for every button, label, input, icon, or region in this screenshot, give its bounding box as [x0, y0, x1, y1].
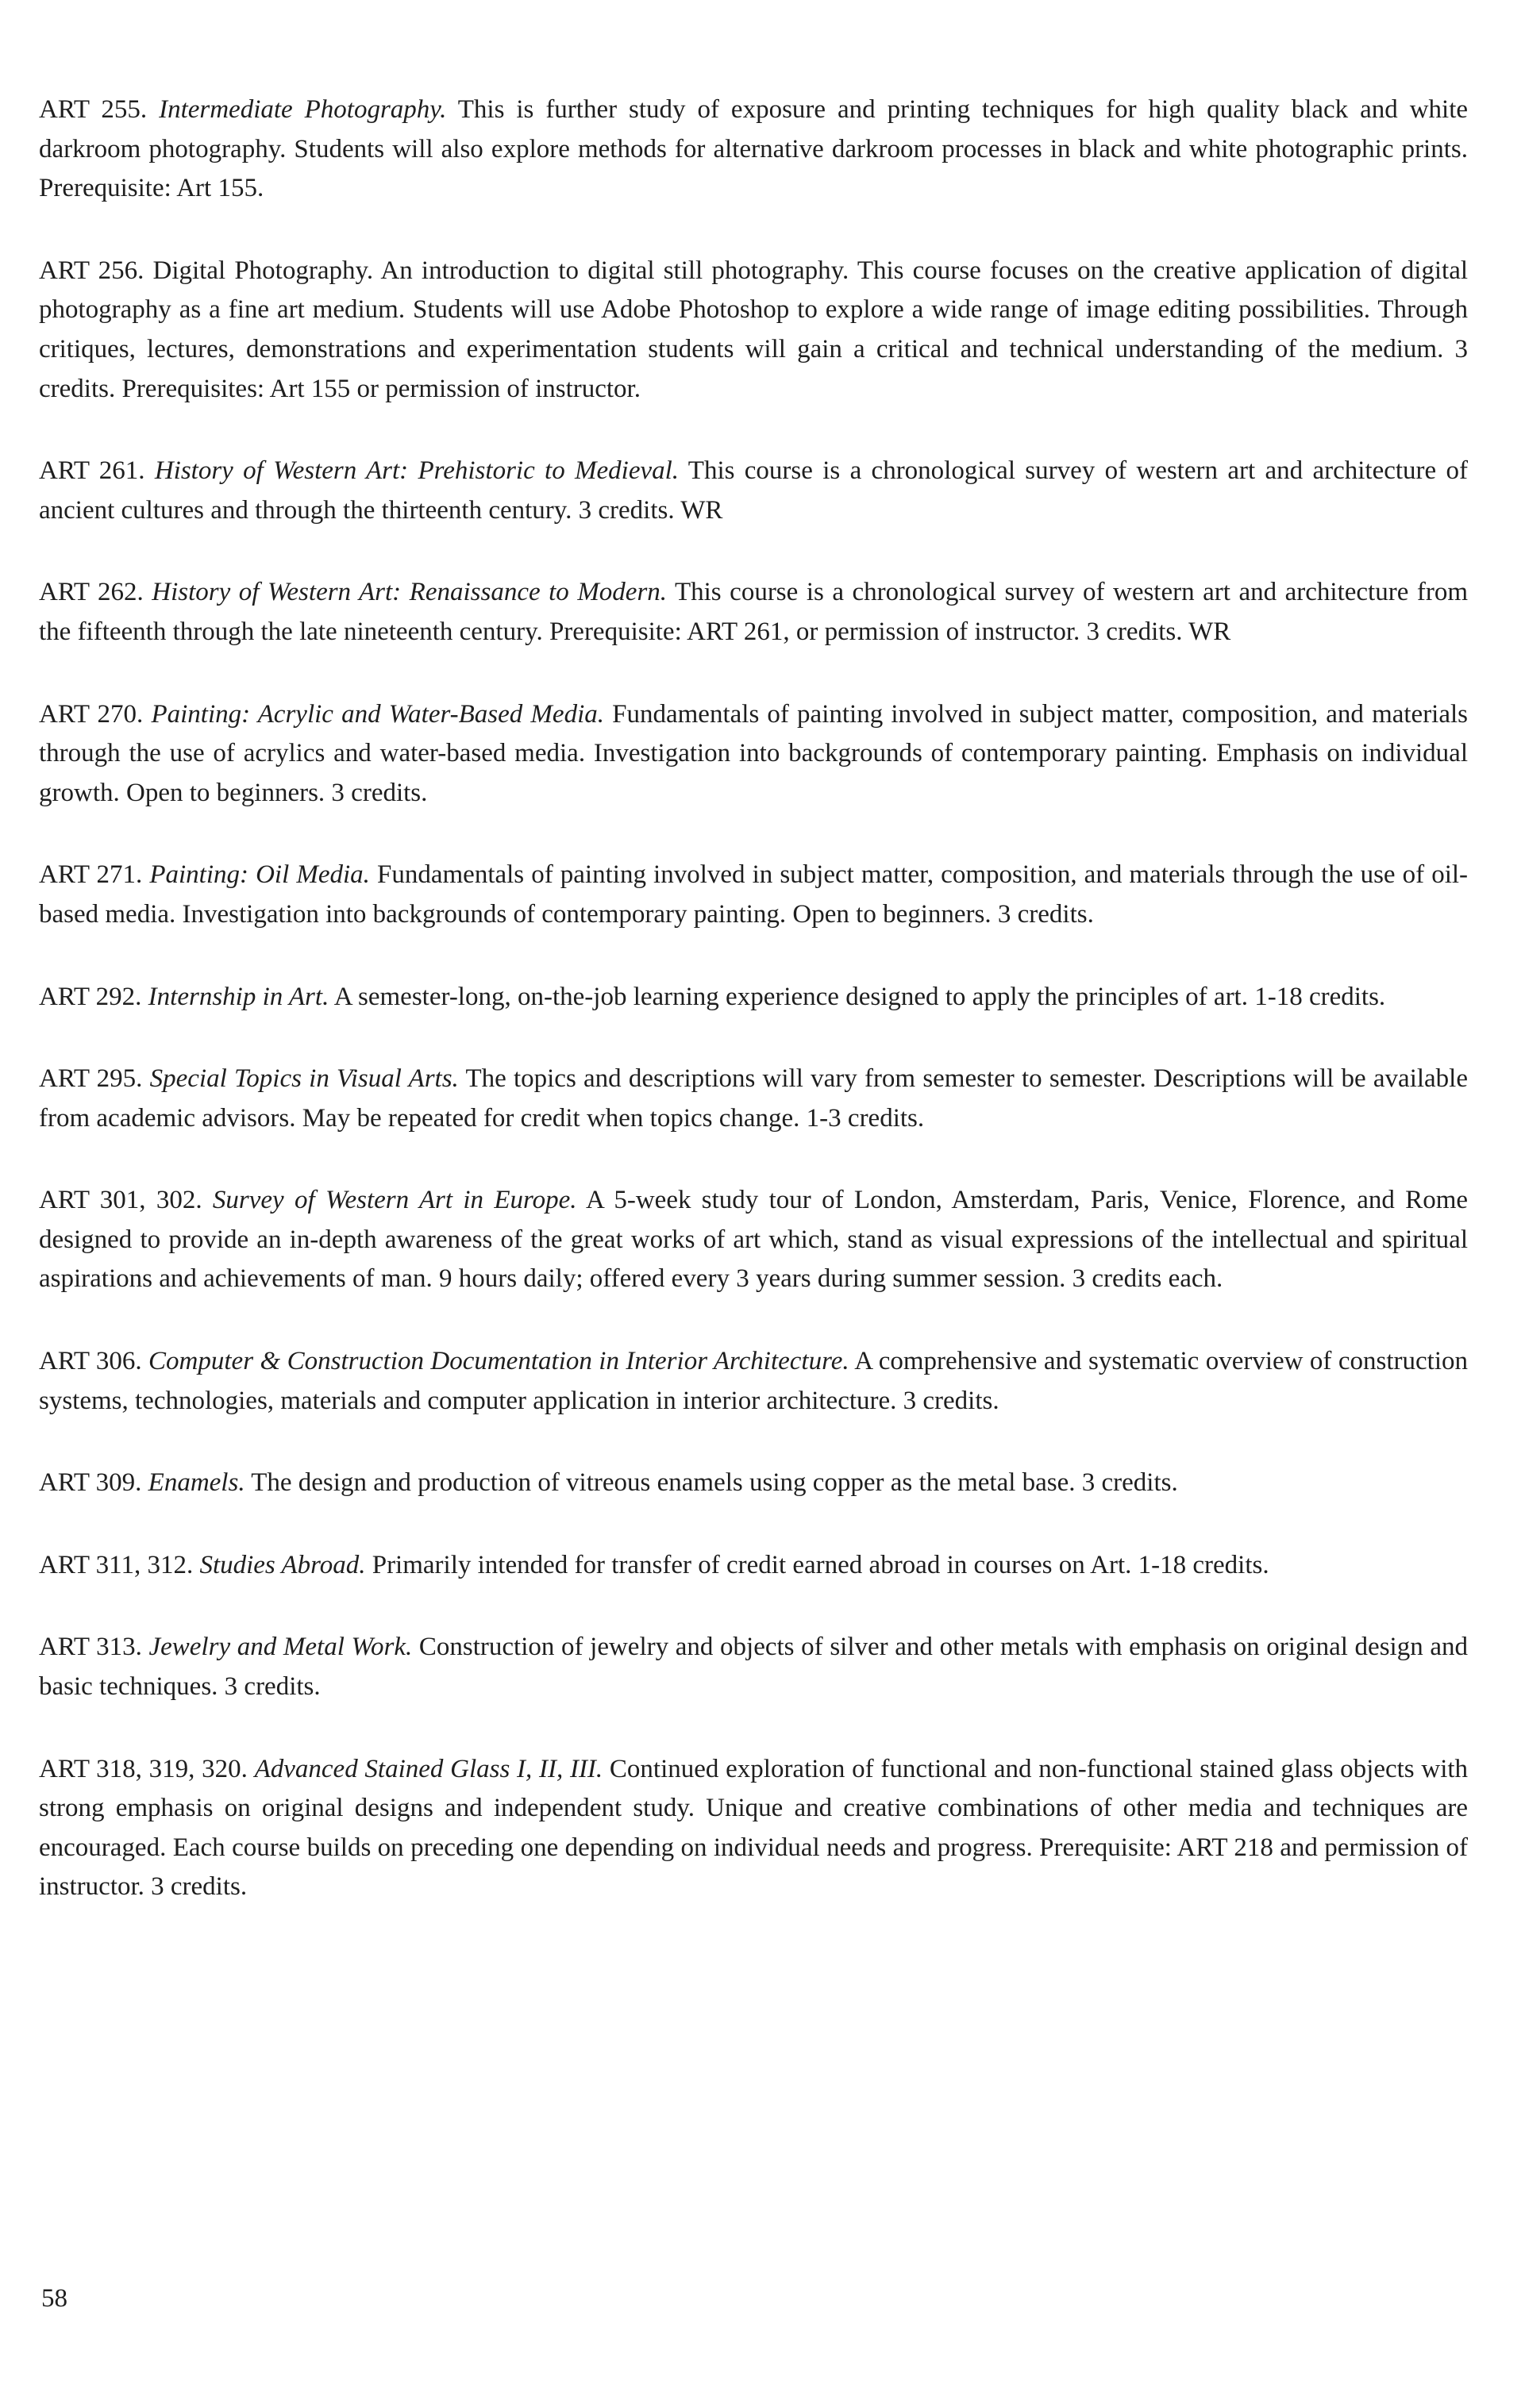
course-title: Special Topics in Visual Arts.	[149, 1064, 459, 1094]
course-entry	[39, 452, 1468, 530]
course-code: ART 256.	[39, 256, 144, 285]
course-code: ART 295.	[39, 1064, 143, 1094]
course-entry	[39, 1546, 1468, 1586]
course-code: ART 309.	[39, 1468, 142, 1498]
course-list	[39, 90, 1468, 1950]
page-number: 58	[41, 2284, 67, 2313]
course-title: Internship in Art.	[148, 982, 329, 1011]
course-entry	[39, 1181, 1468, 1299]
course-title: Jewelry and Metal Work.	[148, 1633, 413, 1662]
course-description: This course is a chronological survey of western art and architecture from the fifteenth through the late nineteenth century. Prerequisite: ART 261, or permission of instructor. 3 credits. WR	[39, 578, 1469, 646]
course-title: Computer & Construction Documentation in Interior Architecture.	[148, 1347, 849, 1376]
course-code: ART 301, 302.	[39, 1186, 202, 1215]
course-title: Painting: Oil Media.	[149, 860, 370, 890]
course-description: This is further study of exposure and printing techniques for high quality black and white darkroom photography. Students will also explore methods for alternative darkroom processes in black and white photographic prints. Prerequisite: Art 155.	[39, 95, 1469, 203]
course-code: ART 306.	[39, 1347, 142, 1376]
course-description: A comprehensive and systematic overview of construction systems, technologies, materials and computer application in interior architecture. 3 credits.	[39, 1347, 1468, 1415]
course-description: Construction of jewelry and objects of silver and other metals with emphasis on original design and basic techniques. 3 credits.	[39, 1633, 1469, 1702]
course-entry	[39, 252, 1468, 409]
course-code: ART 262.	[39, 578, 144, 607]
course-title: Studies Abroad.	[199, 1550, 366, 1579]
course-entry	[39, 1464, 1468, 1503]
course-entry	[39, 695, 1468, 814]
course-code: ART 271.	[39, 860, 143, 890]
course-entry	[39, 1628, 1468, 1706]
course-code: ART 292.	[39, 982, 142, 1011]
course-entry	[39, 856, 1468, 934]
course-code: ART 311, 312.	[39, 1550, 194, 1579]
course-code: ART 261.	[39, 456, 145, 486]
course-description: The design and production of vitreous enamels using copper as the metal base. 3 credits.	[251, 1468, 1178, 1498]
course-entry	[39, 1060, 1468, 1138]
course-title: Painting: Acrylic and Water-Based Media.	[151, 699, 604, 729]
course-description: Fundamentals of painting involved in subject matter, composition, and materials through the use of oil-based media. Investigation into backgrounds of contemporary painting. Open to beginners. 3 credits.	[39, 860, 1469, 929]
course-title: History of Western Art: Prehistoric to Medieval.	[154, 456, 680, 486]
course-description: This course is a chronological survey of western art and architecture of ancient cultures and through the thirteenth century. 3 credits. WR	[39, 456, 1469, 525]
course-description: The topics and descriptions will vary from semester to semester. Descriptions will be available from academic advisors. May be repeated for credit when topics change. 1-3 credits.	[39, 1064, 1468, 1133]
course-title: History of Western Art: Renaissance to Modern.	[152, 578, 668, 607]
course-description: Primarily intended for transfer of credit earned abroad in courses on Art. 1-18 credits.	[372, 1550, 1269, 1579]
course-description: Fundamentals of painting involved in subject matter, composition, and materials through the use of acrylics and water-based media. Investigation into backgrounds of contemporary painting. Emphasis on individual growth. Open to beginners. 3 credits.	[39, 699, 1469, 807]
course-code: ART 270.	[39, 699, 144, 729]
course-entry	[39, 573, 1468, 652]
course-entry	[39, 978, 1468, 1017]
course-code: ART 313.	[39, 1633, 142, 1662]
course-title: Intermediate Photography.	[159, 95, 447, 124]
course-code: ART 318, 319, 320.	[39, 1754, 248, 1783]
course-title: Enamels.	[148, 1468, 245, 1498]
course-entry	[39, 1750, 1468, 1907]
course-description: A semester-long, on-the-job learning experience designed to apply the principles of art. 1-18 credits.	[333, 982, 1386, 1011]
course-title: Advanced Stained Glass I, II, III.	[254, 1754, 603, 1783]
course-code: ART 255.	[39, 95, 148, 124]
course-entry	[39, 90, 1468, 209]
course-title: Survey of Western Art in Europe.	[212, 1186, 577, 1215]
course-description: Digital Photography. An introduction to digital still photography. This course focuses on the creative application of digital photography as a fine art medium. Students will use Adobe Photoshop to explore a wide range of image editing possibilities. Through critiques, lectures, demonstrations and experimentation students will gain a critical and technical understanding of the medium. 3 credits. Prerequisites: Art 155 or permission of instructor.	[39, 256, 1469, 403]
course-description: A 5-week study tour of London, Amsterdam, Paris, Venice, Florence, and Rome designed to provide an in-depth awareness of the great works of art which, stand as visual expressions of the intellectual and spiritual aspirations and achievements of man. 9 hours daily; offered every 3 years during summer session. 3 credits each.	[39, 1186, 1469, 1294]
course-description: Continued exploration of functional and non-functional stained glass objects with strong emphasis on original designs and independent study. Unique and creative combinations of other media and techniques are encouraged. Each course builds on preceding one depending on individual needs and progress. Prerequisite: ART 218 and permission of instructor. 3 credits.	[39, 1754, 1469, 1902]
course-entry	[39, 1342, 1468, 1421]
